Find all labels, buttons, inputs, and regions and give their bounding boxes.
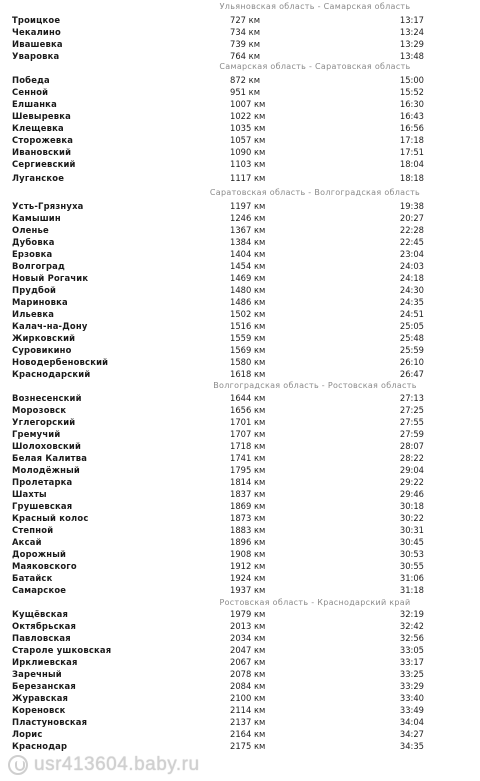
arrival-time: 32:19 xyxy=(399,609,424,619)
distance-km: 1384 км xyxy=(230,237,266,247)
city-name: Кущёвская xyxy=(12,609,69,619)
arrival-time: 24:51 xyxy=(399,309,424,319)
table-row xyxy=(0,98,480,110)
table-row xyxy=(0,620,480,632)
city-name: Степной xyxy=(12,525,54,535)
arrival-time: 15:52 xyxy=(399,87,424,97)
arrival-time: 27:55 xyxy=(399,417,424,427)
distance-km: 1516 км xyxy=(230,321,266,331)
city-name: Красный колос xyxy=(12,513,89,523)
distance-km: 1908 км xyxy=(230,549,266,559)
city-name: Усть-Грязнуха xyxy=(12,201,84,211)
city-name: Дубовка xyxy=(12,237,55,247)
arrival-time: 30:55 xyxy=(399,561,424,571)
arrival-time: 17:18 xyxy=(399,135,424,145)
city-name: Заречный xyxy=(12,669,62,679)
distance-km: 1480 км xyxy=(230,285,266,295)
arrival-time: 30:45 xyxy=(399,537,424,547)
distance-km: 1701 км xyxy=(230,417,266,427)
arrival-time: 31:18 xyxy=(399,585,424,595)
watermark xyxy=(8,752,200,778)
distance-km: 1246 км xyxy=(230,213,266,223)
arrival-time: 25:48 xyxy=(399,333,424,343)
table-row xyxy=(0,704,480,716)
section-header: Волгоградская область - Ростовская область xyxy=(213,381,417,390)
arrival-time: 26:47 xyxy=(399,369,424,379)
arrival-time: 30:18 xyxy=(399,501,424,511)
city-name: Сторожевка xyxy=(12,135,74,145)
city-name: Молодёжный xyxy=(12,465,80,475)
arrival-time: 33:25 xyxy=(399,669,424,679)
table-row xyxy=(0,344,480,356)
arrival-time: 33:05 xyxy=(399,645,424,655)
arrival-time: 16:56 xyxy=(399,123,424,133)
distance-km: 1718 км xyxy=(230,441,266,451)
table-row xyxy=(0,272,480,284)
arrival-time: 24:35 xyxy=(399,297,424,307)
city-name: Сенной xyxy=(12,87,49,97)
city-name: Елшанка xyxy=(12,99,57,109)
city-name: Суровикино xyxy=(12,345,72,355)
arrival-time: 18:04 xyxy=(399,159,424,169)
distance-km: 734 км xyxy=(230,27,261,37)
watermark-text: usr413604.baby.ru xyxy=(34,754,200,775)
arrival-time: 26:10 xyxy=(399,357,424,367)
table-row xyxy=(0,476,480,488)
city-name: Сергиевский xyxy=(12,159,76,169)
arrival-time: 34:27 xyxy=(399,729,424,739)
pacifier-icon xyxy=(8,755,28,775)
arrival-time: 22:28 xyxy=(399,225,424,235)
table-row xyxy=(0,368,480,380)
arrival-time: 13:48 xyxy=(399,51,424,61)
table-row xyxy=(0,110,480,122)
city-name: Лорис xyxy=(12,729,43,739)
table-row xyxy=(0,656,480,668)
city-name: Ирклиевская xyxy=(12,657,78,667)
table-row xyxy=(0,172,480,184)
distance-km: 1644 км xyxy=(230,393,266,403)
arrival-time: 25:05 xyxy=(399,321,424,331)
distance-km: 1707 км xyxy=(230,429,266,439)
distance-km: 1486 км xyxy=(230,297,266,307)
arrival-time: 27:59 xyxy=(399,429,424,439)
city-name: Шевыревка xyxy=(12,111,72,121)
city-name: Краснодар xyxy=(12,741,68,751)
distance-km: 2078 км xyxy=(230,669,266,679)
distance-km: 727 км xyxy=(230,15,261,25)
city-name: Клещевка xyxy=(12,123,64,133)
city-name: Аксай xyxy=(12,537,42,547)
table-row xyxy=(0,668,480,680)
distance-km: 1559 км xyxy=(230,333,266,343)
table-row xyxy=(0,296,480,308)
table-row xyxy=(0,134,480,146)
city-name: Краснодарский xyxy=(12,369,91,379)
table-row xyxy=(0,404,480,416)
arrival-time: 32:42 xyxy=(399,621,424,631)
city-name: Павловская xyxy=(12,633,71,643)
table-row xyxy=(0,260,480,272)
table-row xyxy=(0,512,480,524)
distance-km: 1979 км xyxy=(230,609,266,619)
table-row xyxy=(0,122,480,134)
arrival-time: 33:17 xyxy=(399,657,424,667)
city-name: Грушевская xyxy=(12,501,73,511)
city-name: Углегорский xyxy=(12,417,76,427)
arrival-time: 34:04 xyxy=(399,717,424,727)
arrival-time: 16:30 xyxy=(399,99,424,109)
arrival-time: 15:00 xyxy=(399,75,424,85)
city-name: Дорожный xyxy=(12,549,67,559)
arrival-time: 25:59 xyxy=(399,345,424,355)
table-row xyxy=(0,560,480,572)
distance-km: 1367 км xyxy=(230,225,266,235)
table-row xyxy=(0,320,480,332)
arrival-time: 30:53 xyxy=(399,549,424,559)
table-row xyxy=(0,146,480,158)
table-row xyxy=(0,488,480,500)
distance-km: 1869 км xyxy=(230,501,266,511)
table-row xyxy=(0,740,480,752)
section-header: Самарская область - Саратовская область xyxy=(219,62,411,71)
distance-km: 1896 км xyxy=(230,537,266,547)
city-name: Уваровка xyxy=(12,51,60,61)
city-name: Ивашевка xyxy=(12,39,63,49)
arrival-time: 17:51 xyxy=(399,147,424,157)
city-name: Гремучий xyxy=(12,429,61,439)
city-name: Луганское xyxy=(12,173,65,183)
table-row xyxy=(0,248,480,260)
table-row xyxy=(0,308,480,320)
table-row xyxy=(0,584,480,596)
table-row xyxy=(0,38,480,50)
table-row xyxy=(0,158,480,170)
table-row xyxy=(0,452,480,464)
distance-km: 1022 км xyxy=(230,111,266,121)
city-name: Жирковский xyxy=(12,333,76,343)
city-name: Троицкое xyxy=(12,15,61,25)
city-name: Маяковского xyxy=(12,561,77,571)
city-name: Чекалино xyxy=(12,27,61,37)
table-row xyxy=(0,464,480,476)
city-name: Пролетарка xyxy=(12,477,73,487)
arrival-time: 30:31 xyxy=(399,525,424,535)
distance-km: 2047 км xyxy=(230,645,266,655)
city-name: Журавская xyxy=(12,693,69,703)
arrival-time: 28:22 xyxy=(399,453,424,463)
city-name: Самарское xyxy=(12,585,67,595)
arrival-time: 27:25 xyxy=(399,405,424,415)
table-row xyxy=(0,356,480,368)
table-row xyxy=(0,26,480,38)
distance-km: 1117 км xyxy=(230,173,266,183)
distance-km: 1924 км xyxy=(230,573,266,583)
distance-km: 2067 км xyxy=(230,657,266,667)
table-row xyxy=(0,200,480,212)
arrival-time: 13:17 xyxy=(399,15,424,25)
arrival-time: 28:07 xyxy=(399,441,424,451)
table-row xyxy=(0,224,480,236)
arrival-time: 32:56 xyxy=(399,633,424,643)
arrival-time: 29:46 xyxy=(399,489,424,499)
distance-km: 1454 км xyxy=(230,261,266,271)
distance-km: 764 км xyxy=(230,51,261,61)
distance-km: 1795 км xyxy=(230,465,266,475)
arrival-time: 29:04 xyxy=(399,465,424,475)
table-row xyxy=(0,548,480,560)
table-row xyxy=(0,86,480,98)
city-name: Волгоград xyxy=(12,261,65,271)
city-name: Пластуновская xyxy=(12,717,88,727)
arrival-time: 29:22 xyxy=(399,477,424,487)
city-name: Мариновка xyxy=(12,297,68,307)
arrival-time: 23:04 xyxy=(399,249,424,259)
arrival-time: 16:43 xyxy=(399,111,424,121)
distance-km: 1937 км xyxy=(230,585,266,595)
arrival-time: 33:29 xyxy=(399,681,424,691)
arrival-time: 13:24 xyxy=(399,27,424,37)
table-row xyxy=(0,500,480,512)
distance-km: 1912 км xyxy=(230,561,266,571)
arrival-time: 24:18 xyxy=(399,273,424,283)
city-name: Батайск xyxy=(12,573,53,583)
arrival-time: 20:27 xyxy=(399,213,424,223)
distance-km: 1656 км xyxy=(230,405,266,415)
city-name: Ерзовка xyxy=(12,249,53,259)
city-name: Новодербеновский xyxy=(12,357,109,367)
distance-km: 1469 км xyxy=(230,273,266,283)
distance-km: 2175 км xyxy=(230,741,266,751)
table-row xyxy=(0,692,480,704)
distance-km: 1873 км xyxy=(230,513,266,523)
city-name: Вознесенский xyxy=(12,393,82,403)
distance-km: 2137 км xyxy=(230,717,266,727)
distance-km: 1103 км xyxy=(230,159,266,169)
city-name: Березанская xyxy=(12,681,76,691)
section-header: Ростовская область - Краснодарский край xyxy=(219,598,411,607)
distance-km: 1741 км xyxy=(230,453,266,463)
distance-km: 2084 км xyxy=(230,681,266,691)
arrival-time: 34:35 xyxy=(399,741,424,751)
city-name: Победа xyxy=(12,75,50,85)
distance-km: 1404 км xyxy=(230,249,266,259)
table-row xyxy=(0,50,480,62)
distance-km: 1090 км xyxy=(230,147,266,157)
distance-km: 2114 км xyxy=(230,705,266,715)
city-name: Морозовск xyxy=(12,405,67,415)
city-name: Кореновск xyxy=(12,705,66,715)
arrival-time: 24:03 xyxy=(399,261,424,271)
table-row xyxy=(0,632,480,644)
arrival-time: 27:13 xyxy=(399,393,424,403)
arrival-time: 13:29 xyxy=(399,39,424,49)
table-row xyxy=(0,284,480,296)
distance-km: 1837 км xyxy=(230,489,266,499)
table-row xyxy=(0,608,480,620)
table-row xyxy=(0,236,480,248)
distance-km: 1502 км xyxy=(230,309,266,319)
table-row xyxy=(0,716,480,728)
table-row xyxy=(0,392,480,404)
arrival-time: 19:38 xyxy=(399,201,424,211)
table-row xyxy=(0,728,480,740)
table-row xyxy=(0,524,480,536)
table-row xyxy=(0,428,480,440)
city-name: Камышин xyxy=(12,213,61,223)
city-name: Староле ушковская xyxy=(12,645,112,655)
table-row xyxy=(0,644,480,656)
distance-km: 739 км xyxy=(230,39,261,49)
city-name: Шолоховский xyxy=(12,441,82,451)
city-name: Оленье xyxy=(12,225,49,235)
city-name: Новый Рогачик xyxy=(12,273,89,283)
distance-km: 1580 км xyxy=(230,357,266,367)
arrival-time: 31:06 xyxy=(399,573,424,583)
distance-km: 872 км xyxy=(230,75,261,85)
table-row xyxy=(0,74,480,86)
distance-km: 1057 км xyxy=(230,135,266,145)
distance-km: 1569 км xyxy=(230,345,266,355)
distance-km: 1007 км xyxy=(230,99,266,109)
arrival-time: 24:30 xyxy=(399,285,424,295)
table-row xyxy=(0,14,480,26)
table-row xyxy=(0,212,480,224)
city-name: Ильевка xyxy=(12,309,55,319)
table-row xyxy=(0,332,480,344)
distance-km: 1883 км xyxy=(230,525,266,535)
table-row xyxy=(0,536,480,548)
section-header: Ульяновская область - Самарская область xyxy=(219,2,411,11)
arrival-time: 30:22 xyxy=(399,513,424,523)
distance-km: 2164 км xyxy=(230,729,266,739)
table-row xyxy=(0,440,480,452)
city-name: Калач-на-Дону xyxy=(12,321,88,331)
distance-km: 951 км xyxy=(230,87,261,97)
city-name: Прудбой xyxy=(12,285,57,295)
distance-km: 1618 км xyxy=(230,369,266,379)
arrival-time: 33:40 xyxy=(399,693,424,703)
table-row xyxy=(0,416,480,428)
table-row xyxy=(0,680,480,692)
section-header: Саратовская область - Волгоградская область xyxy=(209,188,421,197)
arrival-time: 33:49 xyxy=(399,705,424,715)
arrival-time: 22:45 xyxy=(399,237,424,247)
distance-km: 1814 км xyxy=(230,477,266,487)
distance-km: 1035 км xyxy=(230,123,266,133)
distance-km: 2100 км xyxy=(230,693,266,703)
distance-km: 1197 км xyxy=(230,201,266,211)
distance-km: 2013 км xyxy=(230,621,266,631)
distance-km: 2034 км xyxy=(230,633,266,643)
table-row xyxy=(0,572,480,584)
city-name: Белая Калитва xyxy=(12,453,88,463)
city-name: Октябрьская xyxy=(12,621,77,631)
arrival-time: 18:18 xyxy=(399,173,424,183)
city-name: Шахты xyxy=(12,489,47,499)
city-name: Ивановский xyxy=(12,147,72,157)
